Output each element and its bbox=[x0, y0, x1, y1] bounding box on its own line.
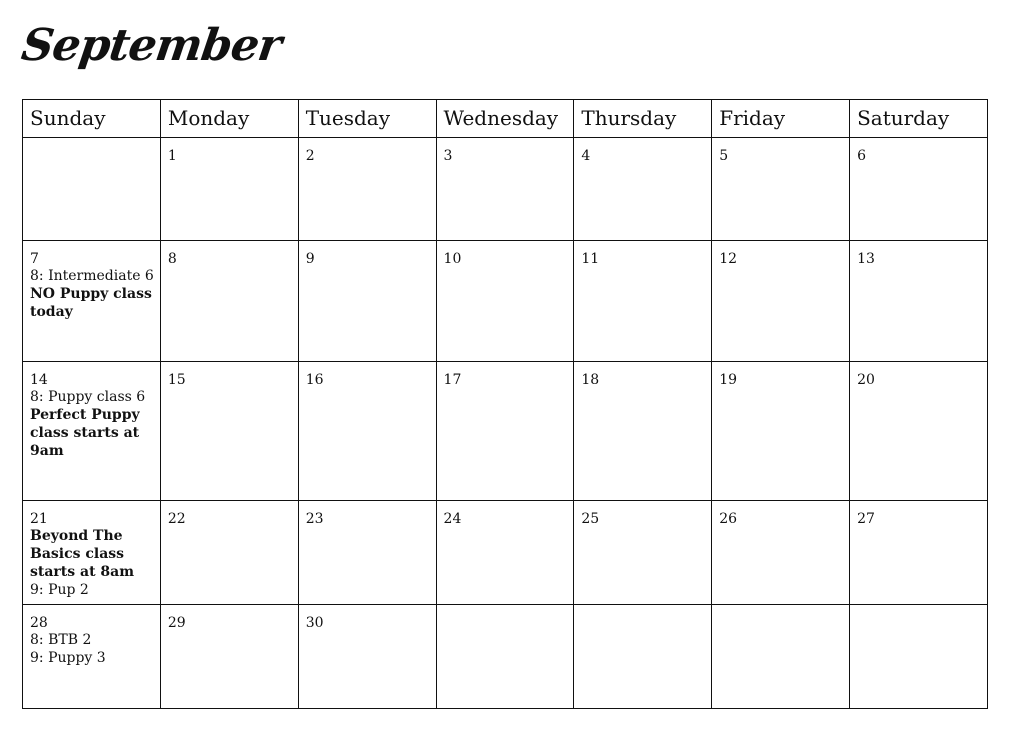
day-number: 12 bbox=[719, 251, 738, 267]
weekday-header-row bbox=[23, 100, 988, 138]
day-number: 3 bbox=[443, 148, 453, 164]
day-number: 27 bbox=[857, 511, 875, 527]
day-cell[interactable] bbox=[574, 362, 712, 501]
day-number: 5 bbox=[719, 148, 729, 164]
weekday-thursday: Thursday bbox=[574, 100, 712, 138]
calendar-event-note: Perfect Puppy class starts at 9am bbox=[30, 407, 140, 459]
day-cell[interactable] bbox=[436, 138, 574, 241]
day-cell[interactable] bbox=[298, 605, 436, 709]
day-number: 14 bbox=[30, 372, 48, 388]
day-cell[interactable] bbox=[574, 501, 712, 605]
day-number: 6 bbox=[857, 148, 866, 164]
day-cell[interactable] bbox=[436, 362, 574, 501]
day-cell[interactable] bbox=[298, 501, 436, 605]
weekday-wednesday: Wednesday bbox=[436, 100, 574, 138]
day-cell[interactable] bbox=[160, 501, 298, 605]
calendar-event: 9: Puppy 3 bbox=[30, 650, 106, 666]
calendar-event: 8: Puppy class 6 bbox=[30, 389, 146, 405]
day-cell[interactable] bbox=[160, 138, 298, 241]
day-number: 21 bbox=[30, 511, 48, 527]
week-row bbox=[23, 138, 988, 241]
calendar-event: 8: BTB 2 bbox=[30, 632, 92, 648]
week-row bbox=[23, 501, 988, 605]
day-number: 25 bbox=[581, 511, 600, 527]
day-cell[interactable] bbox=[436, 501, 574, 605]
day-number: 9 bbox=[305, 251, 315, 267]
day-number: 10 bbox=[443, 251, 462, 267]
week-row bbox=[23, 362, 988, 501]
day-cell[interactable] bbox=[712, 605, 850, 709]
day-cell[interactable] bbox=[850, 138, 988, 241]
day-cell[interactable] bbox=[850, 362, 988, 501]
day-cell[interactable] bbox=[712, 138, 850, 241]
calendar-event-note: Beyond The Basics class starts at 8am bbox=[30, 528, 135, 580]
day-cell[interactable] bbox=[574, 241, 712, 362]
day-cell[interactable] bbox=[574, 138, 712, 241]
day-cell[interactable] bbox=[712, 501, 850, 605]
day-cell[interactable] bbox=[160, 241, 298, 362]
day-number: 23 bbox=[305, 511, 324, 527]
weekday-sunday: Sunday bbox=[23, 100, 161, 138]
day-cell[interactable] bbox=[23, 241, 161, 362]
day-number: 19 bbox=[719, 372, 738, 388]
day-number: 8 bbox=[167, 251, 177, 267]
day-cell[interactable] bbox=[23, 605, 161, 709]
calendar-grid bbox=[22, 99, 988, 709]
week-row bbox=[23, 241, 988, 362]
calendar-event-note: NO Puppy class today bbox=[30, 286, 152, 320]
day-number: 15 bbox=[167, 372, 186, 388]
day-cell[interactable] bbox=[298, 138, 436, 241]
day-cell[interactable] bbox=[160, 362, 298, 501]
day-number: 20 bbox=[857, 372, 875, 388]
day-cell[interactable] bbox=[23, 138, 161, 241]
day-cell[interactable] bbox=[23, 501, 161, 605]
day-cell[interactable] bbox=[850, 241, 988, 362]
day-number: 22 bbox=[167, 511, 186, 527]
day-cell[interactable] bbox=[712, 362, 850, 501]
day-number: 26 bbox=[719, 511, 738, 527]
day-cell[interactable] bbox=[850, 605, 988, 709]
weekday-saturday: Saturday bbox=[850, 100, 988, 138]
day-number: 7 bbox=[30, 251, 39, 267]
weekday-monday: Monday bbox=[160, 100, 298, 138]
day-number: 13 bbox=[857, 251, 875, 267]
day-cell[interactable] bbox=[436, 241, 574, 362]
day-number: 1 bbox=[167, 148, 177, 164]
day-cell[interactable] bbox=[436, 605, 574, 709]
day-cell[interactable] bbox=[574, 605, 712, 709]
week-row bbox=[23, 605, 988, 709]
calendar-month-title: September bbox=[18, 20, 285, 71]
day-cell[interactable] bbox=[298, 362, 436, 501]
day-number: 16 bbox=[305, 372, 324, 388]
day-number: 24 bbox=[443, 511, 462, 527]
day-number: 30 bbox=[305, 615, 324, 631]
day-number: 2 bbox=[305, 148, 315, 164]
weekday-friday: Friday bbox=[712, 100, 850, 138]
day-cell[interactable] bbox=[23, 362, 161, 501]
day-number: 28 bbox=[30, 615, 48, 631]
calendar-event: 9: Pup 2 bbox=[30, 582, 89, 598]
weekday-tuesday: Tuesday bbox=[298, 100, 436, 138]
day-cell[interactable] bbox=[298, 241, 436, 362]
day-number: 29 bbox=[167, 615, 186, 631]
day-number: 4 bbox=[581, 148, 591, 164]
day-number: 17 bbox=[443, 372, 462, 388]
calendar-event: 8: Intermediate 6 bbox=[30, 268, 154, 284]
day-number: 18 bbox=[581, 372, 600, 388]
day-number: 11 bbox=[581, 251, 600, 267]
day-cell[interactable] bbox=[160, 605, 298, 709]
day-cell[interactable] bbox=[712, 241, 850, 362]
day-cell[interactable] bbox=[850, 501, 988, 605]
